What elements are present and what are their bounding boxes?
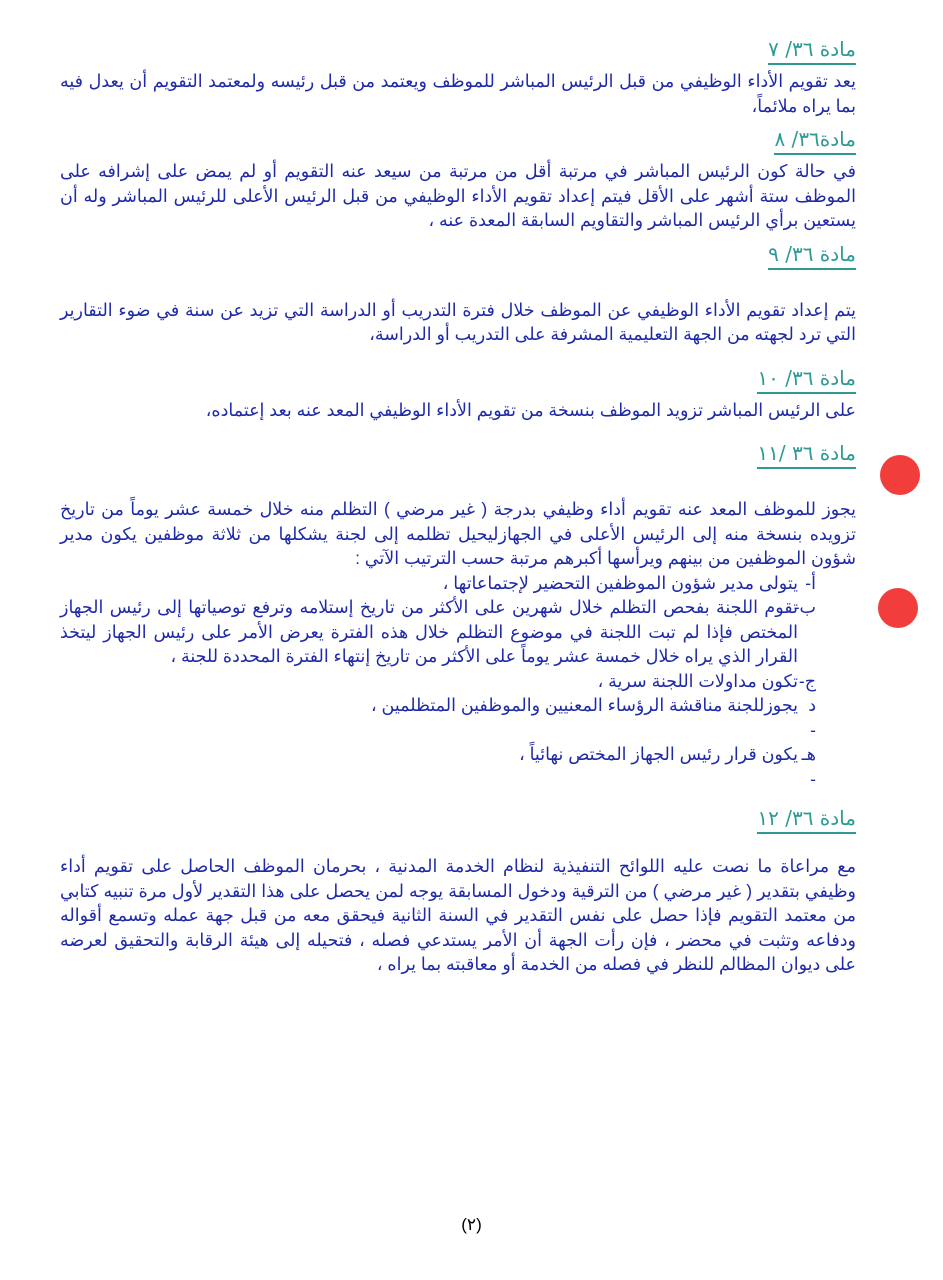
article-11-list bbox=[60, 571, 856, 792]
list-text: يتولى مدير شؤون الموظفين التحضير لإجتماعاتها ، bbox=[442, 572, 798, 593]
list-item bbox=[60, 742, 856, 791]
page-number: (٢) bbox=[461, 1215, 482, 1234]
article-heading: مادة ٣٦/ ٩ bbox=[768, 241, 856, 270]
article-text: على الرئيس المباشر تزويد الموظف بنسخة من تقويم الأداء الوظيفي المعد عنه بعد إعتماده، bbox=[205, 399, 856, 420]
article-heading: مادة ٣٦/ ١٠ bbox=[757, 365, 856, 394]
list-item bbox=[60, 595, 856, 669]
article-10 bbox=[60, 365, 856, 423]
article-11 bbox=[60, 440, 856, 791]
list-marker: ج- bbox=[798, 670, 816, 691]
list-item bbox=[60, 669, 856, 694]
list-text: تقوم اللجنة بفحص التظلم خلال شهرين على الأكثر من تاريخ إستلامه وترفع توصياتها إلى رئيس الجهاز المختص فإذا لم تبت اللجنة في موضوع التظلم خلال هذه الفترة يعرض الأمر على رئيس الجهاز ليتخذ القرار الذي يراه خلال خمسة عشر يوماً على الأكثر من تاريخ إنتهاء الفترة المحددة للجنة ، bbox=[60, 597, 798, 666]
article-heading: مادة ٣٦/ ٧ bbox=[768, 36, 856, 65]
article-12 bbox=[60, 805, 856, 977]
red-dot-marker bbox=[878, 588, 918, 628]
red-dot-marker bbox=[880, 455, 920, 495]
list-marker: د - bbox=[808, 695, 816, 740]
article-heading: مادة ٣٦/ ١٢ bbox=[757, 805, 856, 834]
list-marker: هـ - bbox=[801, 744, 816, 789]
article-heading: مادة٣٦/ ٨ bbox=[774, 126, 856, 155]
list-item bbox=[60, 693, 856, 742]
list-item bbox=[60, 571, 856, 596]
article-8 bbox=[60, 126, 856, 233]
article-text: يجوز للموظف المعد عنه تقويم أداء وظيفي بدرجة ( غير مرضي ) التظلم منه خلال خمسة عشر يوماً من تاريخ تزويده بنسخة منه إلى الرئيس الأعلى في الجهازليحيل تظلمه إلى لجنة يشكلها من ثلاثة موظفين يكون مدير شؤون الموظفين من بينهم ويرأسها أكبرهم مرتبة حسب الترتيب الآتي : bbox=[60, 499, 856, 568]
list-text: يكون قرار رئيس الجهاز المختص نهائياً ، bbox=[519, 744, 798, 764]
list-marker: ب- bbox=[793, 597, 816, 617]
article-heading: مادة ٣٦ /١١ bbox=[757, 440, 856, 469]
article-7 bbox=[60, 36, 856, 118]
list-marker: أ- bbox=[805, 572, 816, 593]
article-text: يتم إعداد تقويم الأداء الوظيفي عن الموظف خلال فترة التدريب أو الدراسة التي تزيد عن سنة في ضوء التقارير التي ترد لجهته من الجهة التعليمية المشرفة على التدريب أو الدراسة، bbox=[60, 299, 856, 344]
list-text: يجوزللجنة مناقشة الرؤساء المعنيين والموظفين المتظلمين ، bbox=[371, 695, 798, 715]
list-text: تكون مداولات اللجنة سرية ، bbox=[597, 670, 798, 691]
article-text: في حالة كون الرئيس المباشر في مرتبة أقل من مرتبة من سيعد عنه التقويم أو لم يمض على إشرافه على الموظف ستة أشهر على الأقل فيتم إعداد تقويم الأداء الوظيفي من قبل الرئيس الأعلى للرئيس المباشر وله أن يستعين برأي الرئيس المباشر والتقاويم السابقة المعدة عنه ، bbox=[60, 161, 856, 230]
article-9 bbox=[60, 241, 856, 347]
article-text: مع مراعاة ما نصت عليه اللوائح التنفيذية لنظام الخدمة المدنية ، بحرمان الموظف الحاصل على تقويم أداء وظيفي بتقدير ( غير مرضي ) من الترقية ودخول المسابقة يوجه لمن يحصل على هذا التقدير لأول مرة تنبيه كتابي من معتمد التقويم فإذا حصل على نفس التقدير في السنة الثانية فيحقق معه من قبل جهة عمله وتسمع أقواله ودفاعه وتثبت في محضر ، فإن رأت الجهة أن الأمر يستدعي فصله ، فتحيله إلى هيئة الرقابة والتحقيق لعرضه على ديوان المظالم للنظر في فصله من الخدمة أو معاقبته بما يراه ، bbox=[60, 856, 856, 974]
article-text: يعد تقويم الأداء الوظيفي من قبل الرئيس المباشر للموظف ويعتمد من قبل رئيسه ولمعتمد التقويم أن يعدل فيه بما يراه ملائماً، bbox=[60, 71, 856, 116]
document-page bbox=[60, 36, 856, 985]
